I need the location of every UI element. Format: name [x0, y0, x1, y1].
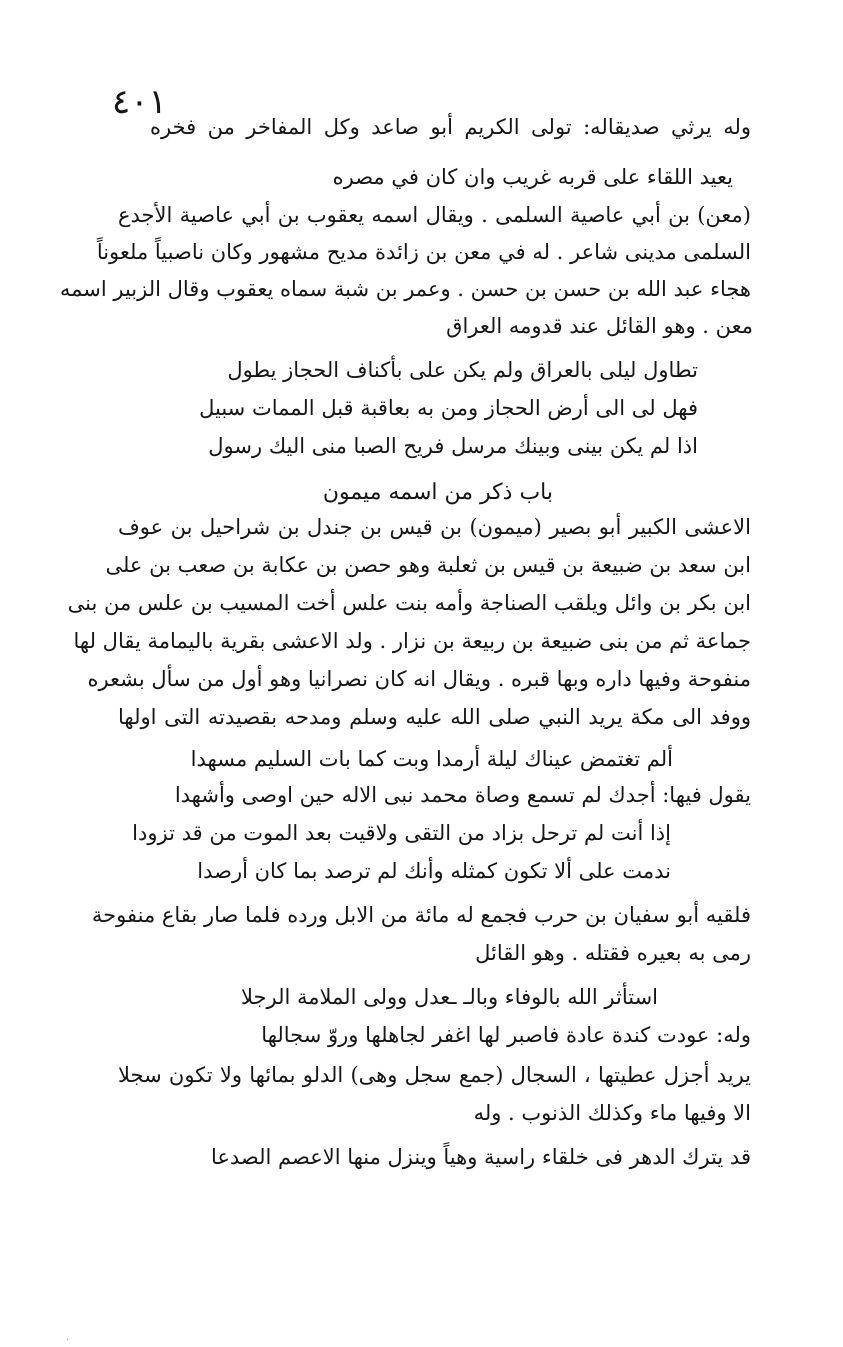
- poem-line: وله يرثي صديقاله: تولى الكريم أبو صاعد وكل المفاخر من فخره: [150, 115, 751, 139]
- text-line: الا وفيها ماء وكذلك الذنوب . وله: [473, 1101, 751, 1125]
- text-line: منفوحة وفيها داره وبها قبره . ويقال انه كان نصرانيا وهو أول من سأل بشعره: [87, 667, 751, 691]
- section-title: باب ذكر من اسمه ميمون: [322, 480, 553, 505]
- text-line: معن . وهو القائل عند قدومه العراق: [446, 314, 753, 338]
- text-line: ابن سعد بن ضبيعة بن قيس بن ثعلبة وهو حصن بن عكابة بن صعب بن على: [105, 553, 751, 577]
- text-line: فلقيه أبو سفيان بن حرب فجمع له مائة من الابل ورده فلما صار بقاع منفوحة: [91, 903, 751, 927]
- poem-line: يقول فيها: أجدك لم تسمع وصاة محمد نبى الاله حين اوصى وأشهدا: [174, 783, 751, 807]
- text-line: (معن) بن أبي عاصية السلمى . ويقال اسمه يعقوب بن أبي عاصية الأجدع: [118, 203, 751, 227]
- text-line: السلمى مدينى شاعر . له في معن بن زائدة مديح مشهور وكان ناصبياً ملعوناً: [96, 240, 751, 264]
- page-speck: .: [66, 1332, 70, 1343]
- poem-line: ندمت على ألا تكون كمثله وأنك لم ترصد بما كان أرصدا: [197, 859, 671, 883]
- text-line: رمى به بعيره فقتله . وهو القائل: [475, 941, 751, 965]
- poem-line: قد يترك الدهر فى خلقاء راسية وهياً وينزل منها الاعصم الصدعا: [210, 1145, 751, 1169]
- text-line: ووفد الى مكة يريد النبي صلى الله عليه وسلم ومدحه بقصيدته التى اولها: [118, 705, 751, 729]
- poem-line: فهل لى الى أرض الحجاز ومن به بعاقبة قبل الممات سبيل: [199, 396, 698, 420]
- text-line: الاعشى الكبير أبو بصير (ميمون) بن قيس بن جندل بن شراحيل بن عوف: [118, 515, 751, 539]
- poem-line: يعيد اللقاء على قربه غريب وان كان في مصره: [332, 165, 733, 189]
- poem-line: إذا أنت لم ترحل بزاد من التقى ولاقيت بعد الموت من قد تزودا: [132, 821, 671, 845]
- poem-line: ألم تغتمض عيناك ليلة أرمدا وبت كما بات السليم مسهدا: [190, 747, 673, 771]
- poem-line: استأثر الله بالوفاء وبالـ ـعدل وولى الملامة الرجلا: [241, 985, 658, 1009]
- text-line: جماعة ثم من بنى ضبيعة بن ربيعة بن نزار . ولد الاعشى بقرية باليمامة يقال لها: [73, 629, 751, 653]
- page-number: ٤٠١: [112, 82, 167, 122]
- poem-line: تطاول ليلى بالعراق ولم يكن على بأكناف الحجاز يطول: [227, 358, 698, 382]
- text-line: يريد أجزل عطيتها ، السجال (جمع سجل وهى) الدلو بمائها ولا تكون سجلا: [118, 1063, 751, 1087]
- poem-line: اذا لم يكن بينى وبينك مرسل فريح الصبا منى اليك رسول: [208, 434, 698, 458]
- text-line: ابن بكر بن وائل ويلقب الصناجة وأمه بنت علس أخت المسيب بن علس من بنى: [67, 591, 751, 615]
- poem-line: وله: عودت كندة عادة فاصبر لها اغفر لجاهلها وروّ سجالها: [261, 1023, 751, 1047]
- text-line: هجاء عبد الله بن حسن بن حسن . وعمر بن شبة سماه يعقوب وقال الزبير اسمه: [59, 277, 751, 301]
